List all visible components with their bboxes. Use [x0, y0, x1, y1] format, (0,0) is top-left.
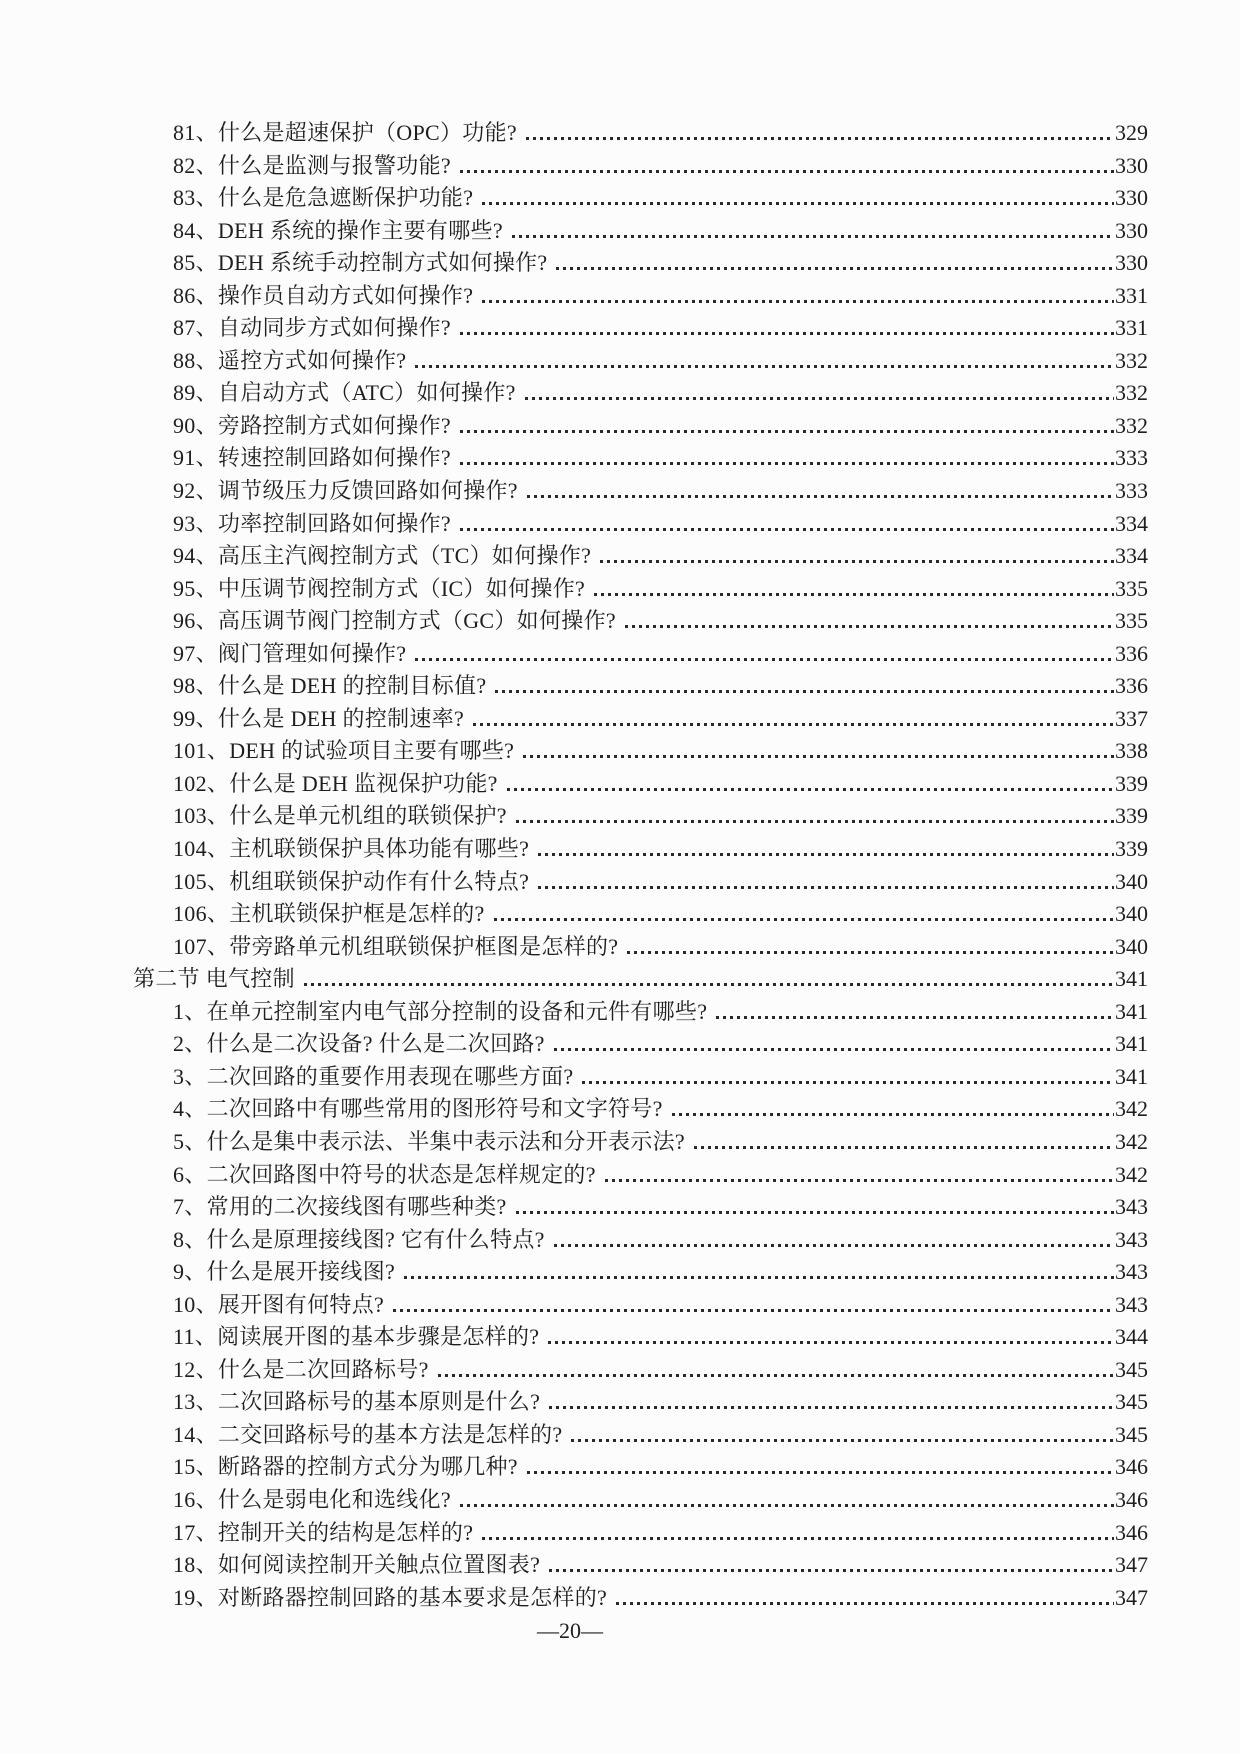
toc-entry-page: 346	[1115, 1454, 1148, 1480]
toc-entry-page: 332	[1115, 347, 1148, 373]
toc-entry[interactable]	[133, 1028, 1148, 1061]
toc-entry-page: 346	[1115, 1486, 1148, 1512]
dot-leader	[482, 300, 1114, 303]
dot-leader	[495, 690, 1114, 693]
toc-entry-label: 7、常用的二次接线图有哪些种类?	[173, 1194, 507, 1220]
toc-entry-label: 98、什么是 DEH 的控制目标值?	[173, 673, 487, 699]
toc-entry-label: 88、遥控方式如何操作?	[173, 347, 407, 373]
toc-entry-label: 103、什么是单元机组的联锁保护?	[173, 803, 507, 829]
toc-entry-label: 81、什么是超速保护（OPC）功能?	[173, 120, 517, 145]
toc-entry[interactable]	[133, 670, 1148, 703]
dot-leader	[549, 1406, 1114, 1409]
toc-entry-label: 107、带旁路单元机组联锁保护框图是怎样的?	[173, 933, 619, 959]
toc-entry[interactable]	[133, 182, 1148, 215]
page-number: —20—	[537, 1618, 603, 1643]
toc-entry[interactable]	[133, 1224, 1148, 1257]
toc-entry-page: 340	[1115, 933, 1148, 959]
toc-entry-label: 85、DEH 系统手动控制方式如何操作?	[173, 250, 548, 276]
toc-entry-page: 342	[1115, 1161, 1148, 1187]
dot-leader	[473, 723, 1114, 726]
toc-entry[interactable]	[133, 1419, 1148, 1452]
toc-entry[interactable]	[133, 1126, 1148, 1159]
toc-entry[interactable]	[133, 573, 1148, 606]
toc-entry-label: 104、主机联锁保护具体功能有哪些?	[173, 836, 530, 862]
toc-entry-page: 333	[1115, 478, 1148, 504]
toc-entry-label: 15、断路器的控制方式分为哪几种?	[173, 1454, 518, 1480]
toc-entry[interactable]	[133, 150, 1148, 183]
toc-entry[interactable]	[133, 1256, 1148, 1289]
dot-leader	[526, 137, 1114, 140]
toc-entry-label: 94、高压主汽阀控制方式（TC）如何操作?	[173, 543, 592, 569]
toc-entry-page: 343	[1115, 1194, 1148, 1220]
toc-entry[interactable]	[133, 247, 1148, 280]
dot-leader	[482, 1537, 1114, 1540]
toc-entry-page: 337	[1115, 705, 1148, 731]
toc-entry-label: 19、对断路器控制回路的基本要求是怎样的?	[173, 1584, 608, 1610]
toc-entry[interactable]	[133, 377, 1148, 410]
toc-entry[interactable]	[133, 1354, 1148, 1387]
toc-entry-page: 335	[1115, 608, 1148, 634]
toc-entry[interactable]	[133, 638, 1148, 671]
dot-leader	[482, 202, 1114, 205]
dot-leader	[538, 853, 1114, 856]
toc-entry-label: 12、什么是二次回路标号?	[173, 1356, 429, 1382]
toc-entry[interactable]	[133, 1517, 1148, 1550]
dot-leader	[616, 1602, 1114, 1605]
dot-leader	[516, 1211, 1114, 1214]
toc-entry-label: 97、阀门管理如何操作?	[173, 640, 407, 666]
dot-leader	[600, 560, 1114, 563]
toc-entry[interactable]	[133, 475, 1148, 508]
toc-entry-page: 341	[1115, 966, 1148, 992]
toc-entry-page: 339	[1115, 770, 1148, 796]
toc-entry-label: 93、功率控制回路如何操作?	[173, 510, 451, 536]
toc-entry[interactable]	[133, 1191, 1148, 1224]
dot-leader	[415, 658, 1114, 661]
toc-entry-label: 96、高压调节阀门控制方式（GC）如何操作?	[173, 608, 616, 634]
toc-entry-page: 346	[1115, 1519, 1148, 1545]
toc-entry[interactable]	[133, 215, 1148, 248]
dot-leader	[594, 593, 1114, 596]
toc-entry-label: 102、什么是 DEH 监视保护功能?	[173, 770, 498, 796]
dot-leader	[549, 1569, 1114, 1572]
toc-entry[interactable]	[133, 931, 1148, 964]
toc-entry-label: 第二节 电气控制	[133, 966, 295, 992]
dot-leader	[538, 886, 1114, 889]
dot-leader	[525, 397, 1114, 400]
toc-entry-label: 82、什么是监测与报警功能?	[173, 152, 451, 178]
toc-entry-page: 329	[1115, 120, 1148, 145]
dot-leader	[716, 1016, 1114, 1019]
toc-entry-label: 101、DEH 的试验项目主要有哪些?	[173, 738, 515, 764]
toc-entry-page: 333	[1115, 445, 1148, 471]
toc-entry-label: 89、自启动方式（ATC）如何操作?	[173, 380, 516, 406]
toc-entry[interactable]	[133, 312, 1148, 345]
toc-entry-label: 10、展开图有何特点?	[173, 1291, 385, 1317]
dot-leader	[605, 1179, 1114, 1182]
dot-leader	[548, 1341, 1114, 1344]
dot-leader	[460, 430, 1114, 433]
toc-entry-label: 6、二次回路图中符号的状态是怎样规定的?	[173, 1161, 596, 1187]
toc-entry-label: 1、在单元控制室内电气部分控制的设备和元件有哪些?	[173, 998, 708, 1024]
toc-entry[interactable]	[133, 1582, 1148, 1615]
toc-entry-label: 105、机组联锁保护动作有什么特点?	[173, 868, 530, 894]
toc-entry[interactable]	[133, 540, 1148, 573]
toc-entry-page: 340	[1115, 868, 1148, 894]
toc-entry-label: 16、什么是弱电化和选线化?	[173, 1486, 451, 1512]
toc-entry-page: 336	[1115, 673, 1148, 699]
toc-entry[interactable]	[133, 508, 1148, 541]
toc-entry-label: 14、二交回路标号的基本方法是怎样的?	[173, 1421, 563, 1447]
toc-entry-page: 331	[1115, 315, 1148, 341]
toc-entry[interactable]	[133, 1321, 1148, 1354]
toc-entry-page: 345	[1115, 1389, 1148, 1415]
toc-entry-page: 339	[1115, 803, 1148, 829]
toc-entry[interactable]	[133, 1289, 1148, 1322]
dot-leader	[460, 1504, 1114, 1507]
toc-entry[interactable]	[133, 833, 1148, 866]
dot-leader	[460, 170, 1114, 173]
toc-entry-label: 11、阅读展开图的基本步骤是怎样的?	[173, 1324, 540, 1350]
dot-leader	[554, 1048, 1114, 1051]
toc-entry-page: 345	[1115, 1356, 1148, 1382]
table-of-contents	[133, 117, 1148, 1614]
toc-entry-page: 338	[1115, 738, 1148, 764]
dot-leader	[625, 625, 1114, 628]
dot-leader	[494, 918, 1114, 921]
toc-entry[interactable]	[133, 768, 1148, 801]
toc-entry-page: 344	[1115, 1324, 1148, 1350]
toc-entry-page: 339	[1115, 836, 1148, 862]
toc-entry-page: 343	[1115, 1226, 1148, 1252]
toc-entry-page: 334	[1115, 543, 1148, 569]
toc-entry-label: 3、二次回路的重要作用表现在哪些方面?	[173, 1063, 574, 1089]
dot-leader	[415, 365, 1114, 368]
toc-entry-page: 347	[1115, 1552, 1148, 1578]
toc-entry-page: 330	[1115, 217, 1148, 243]
toc-entry-page: 330	[1115, 185, 1148, 211]
toc-entry-label: 18、如何阅读控制开关触点位置图表?	[173, 1552, 541, 1578]
dot-leader	[460, 332, 1114, 335]
toc-entry-page: 340	[1115, 901, 1148, 927]
toc-entry[interactable]	[133, 410, 1148, 443]
toc-entry-label: 17、控制开关的结构是怎样的?	[173, 1519, 474, 1545]
toc-entry-page: 342	[1115, 1096, 1148, 1122]
toc-entry-page: 343	[1115, 1259, 1148, 1285]
toc-entry-page: 331	[1115, 282, 1148, 308]
toc-entry[interactable]	[133, 1451, 1148, 1484]
toc-entry[interactable]	[133, 1093, 1148, 1126]
toc-entry-label: 8、什么是原理接线图? 它有什么特点?	[173, 1226, 545, 1252]
toc-entry-label: 95、中压调节阀控制方式（IC）如何操作?	[173, 575, 586, 601]
dot-leader	[460, 528, 1114, 531]
toc-entry-label: 87、自动同步方式如何操作?	[173, 315, 451, 341]
toc-entry[interactable]	[133, 800, 1148, 833]
toc-entry[interactable]	[133, 1386, 1148, 1419]
toc-entry[interactable]	[133, 866, 1148, 899]
dot-leader	[627, 951, 1114, 954]
dot-leader	[438, 1374, 1114, 1377]
dot-leader	[527, 1471, 1114, 1474]
toc-entry[interactable]	[133, 898, 1148, 931]
toc-entry-page: 332	[1115, 412, 1148, 438]
dot-leader	[694, 1146, 1114, 1149]
toc-entry[interactable]	[133, 1484, 1148, 1517]
toc-entry-label: 86、操作员自动方式如何操作?	[173, 282, 474, 308]
toc-entry[interactable]	[133, 1061, 1148, 1094]
dot-leader	[512, 235, 1114, 238]
dot-leader	[516, 820, 1114, 823]
toc-entry-label: 13、二次回路标号的基本原则是什么?	[173, 1389, 541, 1415]
dot-leader	[507, 788, 1114, 791]
dot-leader	[582, 1081, 1114, 1084]
toc-entry-label: 106、主机联锁保护框是怎样的?	[173, 901, 485, 927]
toc-entry-page: 343	[1115, 1291, 1148, 1317]
toc-entry-page: 345	[1115, 1421, 1148, 1447]
toc-entry-page: 342	[1115, 1128, 1148, 1154]
toc-entry[interactable]	[133, 1159, 1148, 1192]
toc-entry-label: 92、调节级压力反馈回路如何操作?	[173, 478, 518, 504]
toc-entry-label: 5、什么是集中表示法、半集中表示法和分开表示法?	[173, 1128, 685, 1154]
toc-entry-label: 99、什么是 DEH 的控制速率?	[173, 705, 465, 731]
toc-entry-page: 330	[1115, 152, 1148, 178]
toc-entry[interactable]	[133, 735, 1148, 768]
dot-leader	[527, 495, 1114, 498]
toc-entry-page: 336	[1115, 640, 1148, 666]
dot-leader	[523, 755, 1114, 758]
dot-leader	[554, 1244, 1114, 1247]
toc-entry-label: 2、什么是二次设备? 什么是二次回路?	[173, 1031, 545, 1057]
toc-entry-page: 335	[1115, 575, 1148, 601]
toc-entry[interactable]	[133, 605, 1148, 638]
toc-entry-page: 332	[1115, 380, 1148, 406]
dot-leader	[404, 1276, 1114, 1279]
toc-entry-label: 83、什么是危急遮断保护功能?	[173, 185, 474, 211]
toc-entry[interactable]	[133, 345, 1148, 378]
toc-entry-label: 4、二次回路中有哪些常用的图形符号和文字符号?	[173, 1096, 663, 1122]
dot-leader	[672, 1113, 1114, 1116]
toc-entry[interactable]	[133, 280, 1148, 313]
toc-entry[interactable]	[133, 117, 1148, 150]
dot-leader	[393, 1309, 1114, 1312]
toc-entry-label: 90、旁路控制方式如何操作?	[173, 412, 451, 438]
toc-entry-page: 341	[1115, 998, 1148, 1024]
toc-entry[interactable]	[133, 996, 1148, 1029]
toc-entry-page: 330	[1115, 250, 1148, 276]
toc-entry-label: 9、什么是展开接线图?	[173, 1259, 396, 1285]
toc-entry-label: 84、DEH 系统的操作主要有哪些?	[173, 217, 503, 243]
dot-leader	[571, 1439, 1114, 1442]
dot-leader	[556, 267, 1114, 270]
toc-entry[interactable]	[133, 703, 1148, 736]
toc-entry[interactable]	[133, 1549, 1148, 1582]
toc-entry-page: 347	[1115, 1584, 1148, 1610]
toc-entry[interactable]	[133, 442, 1148, 475]
toc-entry-page: 334	[1115, 510, 1148, 536]
dot-leader	[460, 462, 1114, 465]
toc-entry-page: 341	[1115, 1063, 1148, 1089]
toc-entry-page: 341	[1115, 1031, 1148, 1057]
dot-leader	[304, 983, 1114, 986]
toc-entry-label: 91、转速控制回路如何操作?	[173, 445, 451, 471]
toc-section-entry[interactable]	[133, 963, 1148, 996]
page-footer	[0, 1618, 1140, 1644]
